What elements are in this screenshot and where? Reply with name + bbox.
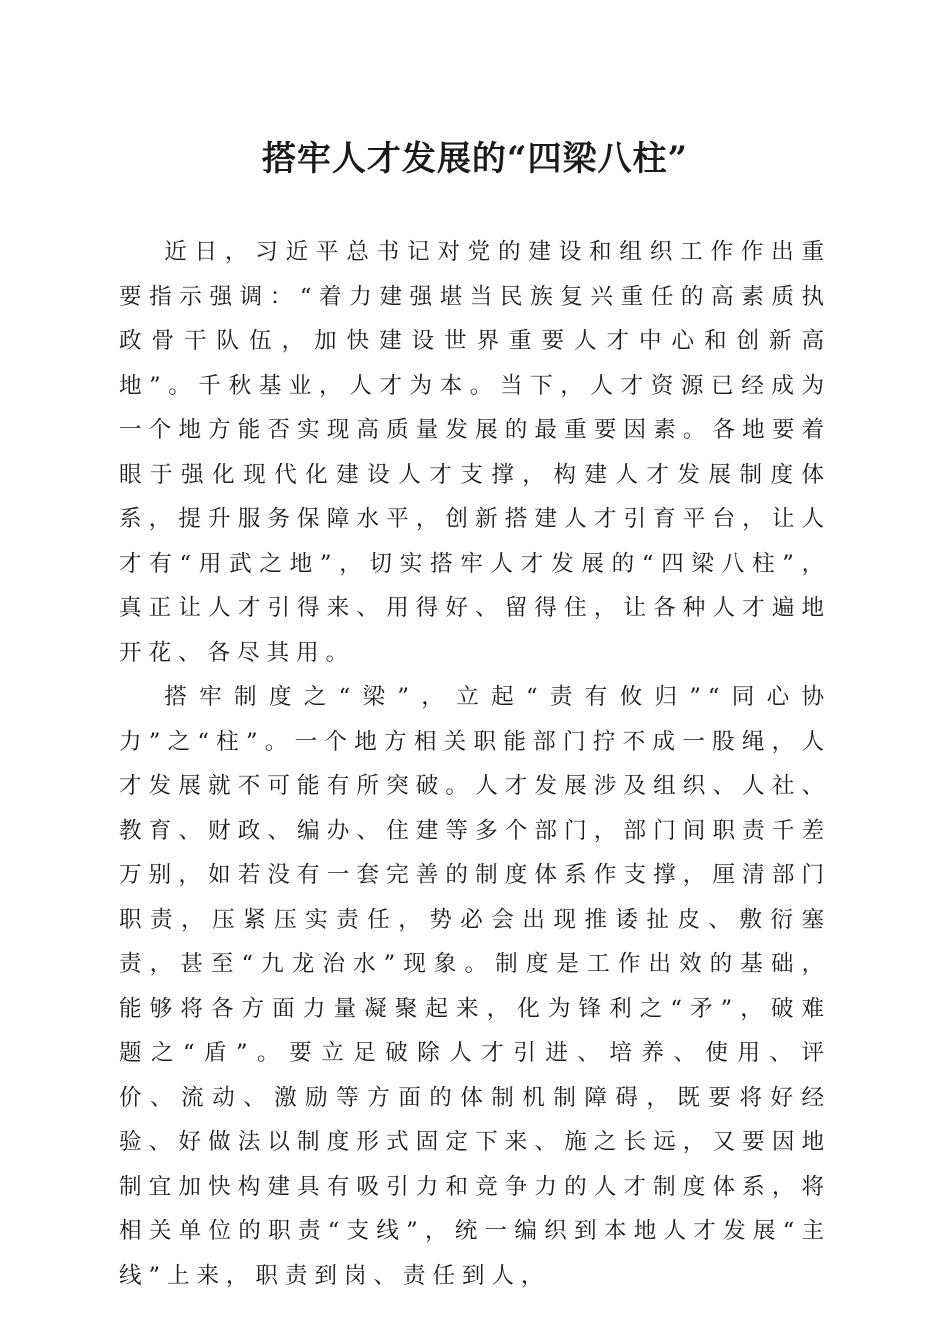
document-title: 搭牢人才发展的“四梁八柱”: [261, 139, 689, 179]
paragraph-1: 近日，习近平总书记对党的建设和组织工作作出重要指示强调：“着力建强堪当民族复兴重任的高素质执政骨干队伍，加快建设世界重要人才中心和创新高地”。千秋基业，人才为本。当下，人才资源已经成为一个地方能否实现高质量发展的最重要因素。各地要着眼于强化现代化建设人才支撑，构建人才发展制度体系，提升服务保障水平，创新搭建人才引育平台，让人才有“用武之地”，切实搭牢人才发展的“四梁八柱”，真正让人才引得来、用得好、留得住，让各种人才遍地开花、各尽其用。: [119, 239, 831, 666]
paragraph-2: 搭牢制度之“梁”，立起“责有攸归”“同心协力”之“柱”。一个地方相关职能部门拧不成一股绳，人才发展就不可能有所突破。人才发展涉及组织、人社、教育、财政、编办、住建等多个部门，部门间职责千差万别，如若没有一套完善的制度体系作支撑，厘清部门职责，压紧压实责任，势必会出现推诿扯皮、敷衍塞责，甚至“九龙治水”现象。制度是工作出效的基础，能够将各方面力量凝聚起来，化为锋利之“矛”，破难题之“盾”。要立足破除人才引进、培养、使用、评价、流动、激励等方面的体制机制障碍，既要将好经验、好做法以制度形式固定下来、施之长远，又要因地制宜加快构建具有吸引力和竞争力的人才制度体系，将相关单位的职责“支线”，统一编织到本地人才发展“主线”上来，职责到岗、责任到人，: [119, 684, 831, 1289]
document-body: [119, 230, 831, 1298]
